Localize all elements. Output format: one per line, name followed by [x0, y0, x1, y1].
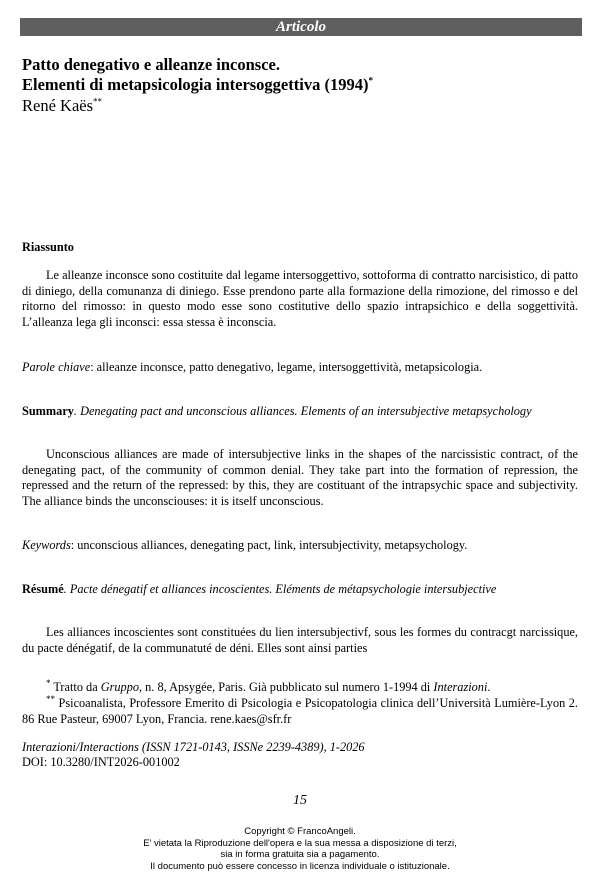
resume-heading: [22, 582, 578, 598]
copyright-line-1: Copyright © FrancoAngeli.: [244, 826, 356, 837]
page-number: 15: [293, 793, 307, 808]
riassunto-keywords-label: Parole chiave: [22, 360, 91, 374]
summary-keywords-label: Keywords: [22, 538, 71, 552]
article-title: [22, 55, 582, 95]
author-footnote-mark[interactable]: **: [93, 96, 103, 107]
footnote-1-mark: *: [46, 677, 51, 688]
doi[interactable]: DOI: 10.3280/INT2026-001002: [22, 754, 180, 769]
riassunto-text: Le alleanze inconsce sono costituite dal legame intersoggettivo, sottoforma di contratto narcisistico, di patto di diniego, della comunanza di diniego. Esse prendono parte alla formazione della rimozione, del rimosso e del ritorno del rimosso: in questo modo esse sono costitutive dello spazio intrapsichico e della soggettività. L’alleanza lega gli inconsci: essa stessa è inconscia.: [22, 268, 578, 329]
title-line-1: Patto denegativo e alleanze inconsce.: [22, 55, 280, 74]
riassunto-heading: Riassunto: [22, 240, 74, 254]
footnote-1-journal: Gruppo: [100, 680, 139, 694]
summary-subtitle: . Denegating pact and unconscious alliances. Elements of an intersubjective metapsychology: [73, 404, 532, 418]
summary-label: Summary: [22, 404, 74, 418]
copyright-line-4: Il documento può essere concesso in licenza individuale o istituzionale.: [150, 860, 450, 872]
resume-text: Les alliances incoscientes sont constituées du lien intersubjectivf, sous les formes du contracgt narcissique, du pacte dénégatif, de la communatuté de déni. Elles sont ainsi parties: [22, 625, 578, 655]
footnote-2: [22, 693, 578, 727]
resume-subtitle: . Pacte dénegatif et alliances incoscientes. Eléments de métapsychologie intersubjective: [63, 582, 497, 596]
copyright-line-3: sia in forma gratuita sia a pagamento.: [220, 849, 380, 860]
section-banner: Articolo: [20, 18, 582, 36]
summary-heading: [22, 404, 578, 420]
footnote-1-journal-2: Interazioni: [433, 680, 488, 694]
footnote-2-text: Psicoanalista, Professore Emerito di Psicologia e Psicopatologia clinica dell’Università Lumière-Lyon 2. 86 Rue Pasteur, 69007 Lyon, Francia. rene.kaes@sfr.fr: [22, 696, 578, 726]
copyright-notice: [0, 826, 600, 872]
author: [22, 96, 102, 116]
copyright-line-2: E' vietata la Riproduzione dell'opera e la sua messa a disposizione di terzi,: [143, 837, 457, 849]
resume-label: Résumé: [22, 582, 64, 596]
riassunto-keywords-list: : alleanze inconsce, patto denegativo, legame, intersoggettività, metapsicologia.: [90, 360, 483, 374]
journal-info: [22, 740, 365, 769]
author-name: René Kaës: [22, 96, 94, 115]
summary-keywords: [22, 538, 578, 554]
summary-keywords-list: : unconscious alliances, denegating pact, link, intersubjectivity, metapsychology.: [70, 538, 468, 552]
footnote-1-before: Tratto da: [50, 680, 101, 694]
footnote-1-end: .: [487, 680, 491, 694]
footnote-1: [22, 677, 578, 696]
summary-text: Unconscious alliances are made of intersubjective links in the shapes of the narcissistic contract, of the denegating pact, of the community of common denial. They take part into the formation of repression, the repressed and the return of the repressed: by this, they are costituant of the intrapsychic space and subjectivity. The alliance binds the unconsciouses: it is itself unconscious.: [22, 447, 578, 508]
title-footnote-mark[interactable]: *: [368, 75, 373, 86]
riassunto-keywords: [22, 360, 578, 376]
title-line-2-text: Elementi di metapsicologia intersoggettiva (1994): [22, 75, 369, 94]
title-line-2: [22, 75, 582, 95]
footnote-2-mark: **: [46, 693, 55, 704]
journal-citation: Interazioni/Interactions (ISSN 1721-0143, ISSNe 2239-4389), 1-2026: [22, 740, 365, 754]
footnote-1-middle: , n. 8, Apsygée, Paris. Già pubblicato sul numero 1-1994 di: [139, 680, 434, 694]
